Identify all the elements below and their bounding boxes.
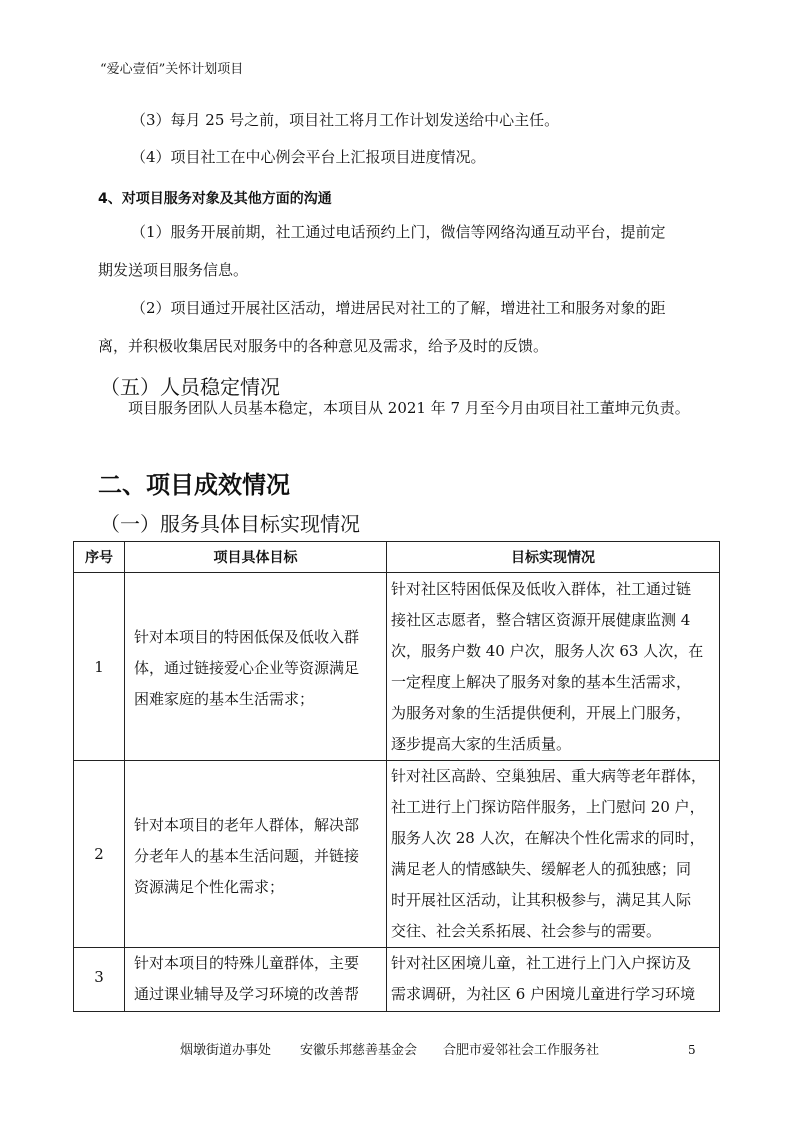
paragraph-item-4: （4）项目社工在中心例会平台上汇报项目进度情况。	[131, 148, 486, 166]
paragraph-item-3: （3）每月 25 号之前，项目社工将月工作计划发送给中心主任。	[131, 111, 560, 129]
table-row	[74, 761, 720, 948]
goal-cell	[125, 948, 387, 1012]
result-line: 需求调研，为社区 6 户困境儿童进行学习环境	[391, 985, 696, 1003]
result-line: 针对社区特困低保及低收入群体，社工通过链	[391, 579, 692, 598]
goal-line: 体，通过链接爱心企业等资源满足	[134, 659, 360, 677]
header-result: 目标实现情况	[387, 542, 720, 573]
running-header: “爱心壹佰”关怀计划项目	[100, 62, 244, 77]
goal-line: 分老年人的基本生活问题，并链接	[134, 846, 360, 865]
result-line: 针对社区困境儿童，社工进行上门入户探访及	[391, 954, 692, 972]
section-4-heading: 4、对项目服务对象及其他方面的沟通	[98, 191, 332, 207]
result-line: 接社区志愿者，整合辖区资源开展健康监测 4	[391, 610, 691, 629]
goal-line: 资源满足个性化需求；	[134, 877, 285, 896]
section-5-heading: （五）人员稳定情况	[100, 375, 280, 399]
page-number: 5	[688, 1043, 696, 1057]
goal-cell	[125, 761, 387, 948]
row-number: 2	[74, 761, 125, 948]
goal-line: 针对本项目的老年人群体，解决部	[134, 815, 360, 834]
result-line: 时开展社区活动，让其积极参与，满足其人际	[391, 891, 692, 909]
part-2-subheading: （一）服务具体目标实现情况	[100, 512, 360, 536]
goal-cell	[125, 573, 387, 761]
result-line: 服务人次 28 人次，在解决个性化需求的同时，	[391, 829, 705, 847]
row-number: 1	[74, 573, 125, 761]
comm-item-2-line-2: 离，并积极收集居民对服务中的各种意见及需求，给予及时的反馈。	[98, 337, 549, 355]
footer-org-3: 合肥市爱邻社会工作服务社	[443, 1043, 600, 1058]
goal-line: 困难家庭的基本生活需求；	[134, 690, 315, 708]
result-line: 针对社区高龄、空巢独居、重大病等老年群体，	[391, 767, 707, 785]
comm-item-1-line-1: （1）服务开展前期，社工通过电话预约上门，微信等网络沟通互动平台，提前定	[131, 223, 666, 241]
result-line: 次，服务户数 40 户次，服务人次 63 人次，在	[391, 641, 704, 660]
header-no: 序号	[74, 542, 125, 573]
result-cell	[387, 573, 720, 761]
result-line: 交往、社会关系拓展、社会参与的需要。	[391, 922, 662, 940]
result-line: 一定程度上解决了服务对象的基本生活需求，	[391, 672, 692, 691]
comm-item-1-line-2: 期发送项目服务信息。	[98, 261, 249, 279]
result-line: 逐步提高大家的生活质量。	[391, 734, 572, 753]
result-cell	[387, 761, 720, 948]
table-row	[74, 948, 720, 1012]
footer-org-2: 安徽乐邦慈善基金会	[300, 1043, 418, 1058]
goal-line: 针对本项目的特困低保及低收入群	[134, 628, 360, 646]
result-line: 为服务对象的生活提供便利，开展上门服务，	[391, 703, 692, 722]
row-number: 3	[74, 948, 125, 1012]
table-header-row	[74, 542, 720, 573]
goals-table	[73, 541, 720, 1012]
result-line: 满足老人的情感缺失、缓解老人的孤独感；同	[391, 860, 692, 878]
table-row	[74, 573, 720, 761]
comm-item-2-line-1: （2）项目通过开展社区活动，增进居民对社工的了解，增进社工和服务对象的距	[131, 299, 666, 317]
result-line: 社工进行上门探访陪伴服务，上门慰问 20 户，	[391, 798, 705, 816]
result-cell	[387, 948, 720, 1012]
part-2-heading: 二、项目成效情况	[98, 471, 290, 499]
footer-org-1: 烟墩街道办事处	[180, 1043, 272, 1058]
header-goal: 项目具体目标	[125, 542, 387, 573]
goal-line: 通过课业辅导及学习环境的改善帮	[134, 985, 360, 1003]
section-5-text: 项目服务团队人员基本稳定，本项目从 2021 年 7 月至今月由项目社工董坤元负责。	[128, 399, 690, 417]
goal-line: 针对本项目的特殊儿童群体，主要	[134, 954, 360, 972]
